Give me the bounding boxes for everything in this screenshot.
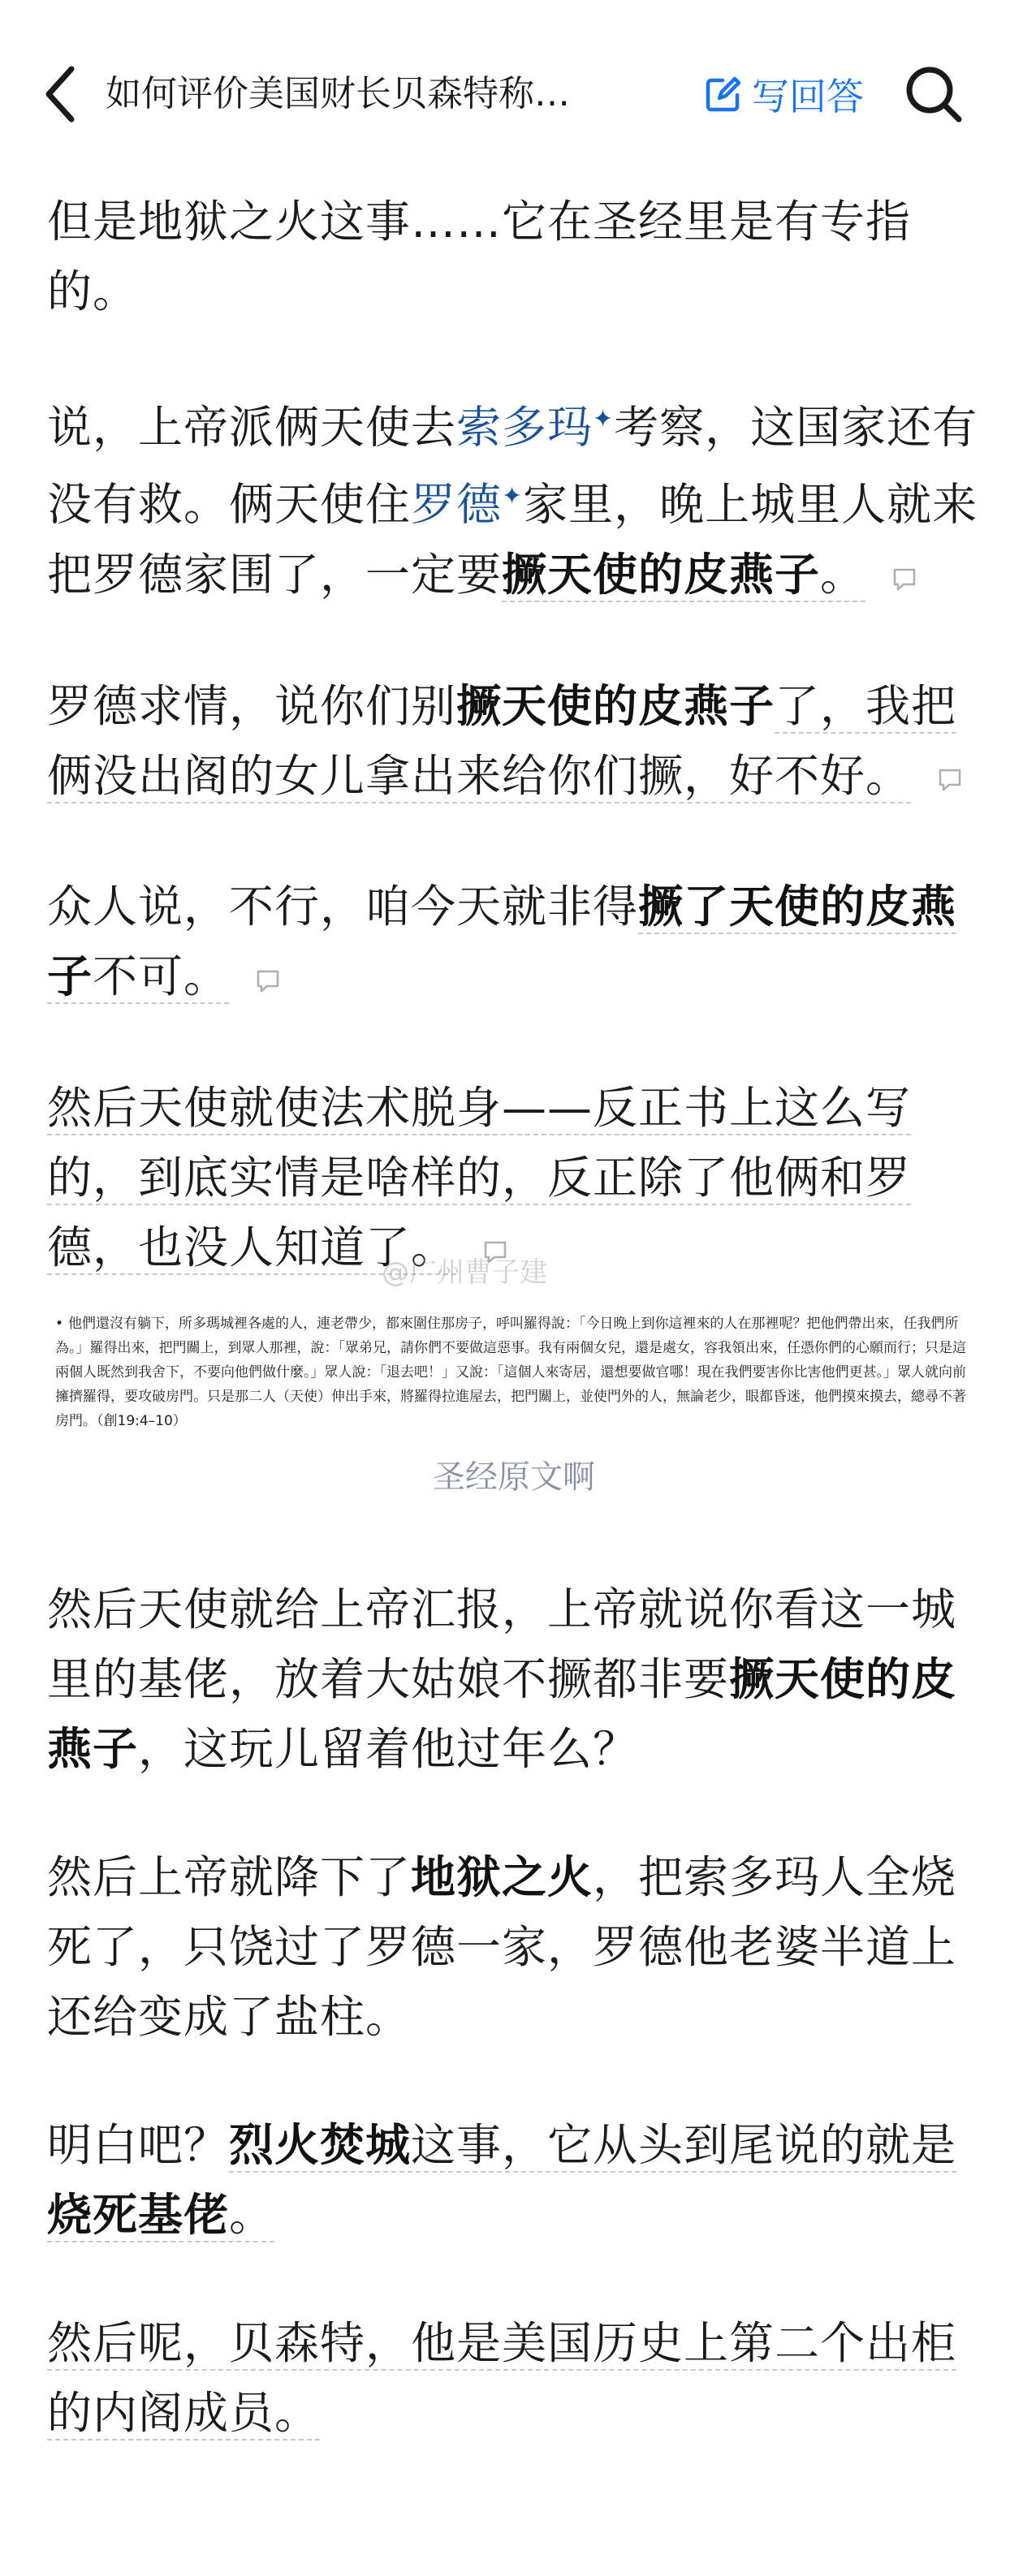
answer-content [47,187,981,2506]
watermark: @广州曹子建 [382,1256,547,1289]
bold-text: 地狱之火 [411,1851,594,1904]
paragraph-text: 然后天使就给上帝汇报，上帝就说你看这一城里的基佬，放着大姑娘不撅都非要 [47,1583,957,1706]
scripture-text: 他們還沒有躺下，所多瑪城裡各處的人，連老帶少，都來圍住那房子，呼叫羅得說：「今日晚上到你這裡來的人在那裡呢？把他們帶出來，任我們所為。」羅得出來，把門關上，到眾人那裡，說：「眾弟兄，請你們不要做這惡事。我有兩個女兒，還是處女，容我領出來，任憑你們的心願而行；只是這兩個人既然到我舍下，不要向他們做什麼。」眾人說：「退去吧！」又說：「這個人來寄居，還想要做官哪！現在我們要害你比害他們更甚。」眾人就向前擁擠羅得，要攻破房門。只是那二人（天使）伸出手來，將羅得拉進屋去，把門關上，並使門外的人，無論老少，眼都昏迷，他們摸來摸去，總尋不著房門。（創19:4–10） [55,1316,966,1430]
sodom-link[interactable]: 索多玛 [456,401,594,454]
paragraph-text: ，这玩儿留着他过年么？ [138,1723,639,1776]
edit-icon [705,75,742,113]
spark-icon: ✦ [502,482,524,511]
paragraph-text: 说，上帝派俩天使去 [47,401,457,454]
paragraph-text: 考察，这国家还有没有救。俩天使住 [47,401,978,531]
scripture-image[interactable] [47,1312,981,1433]
paragraph-text: 然后天使就使法术脱身——反正书上这么写的，到底实情是啥样的，反正除了他俩和罗德，也没人知道了。 [47,1082,912,1274]
paragraph-text: 然后上帝就降下了 [47,1851,412,1904]
paragraph-text: 众人说，不行，咱今天就非得 [47,881,639,933]
paragraph-text: 不可。 [93,950,230,1003]
paragraph-6 [47,1574,981,1784]
bold-text: 撅天使的皮燕子 [456,679,775,732]
paragraph-text: 了，我把俩没出阁的女儿拿出来给你们撅，好不好。 [47,679,957,802]
top-navigation-bar [0,0,1023,187]
bullet-icon: • [55,1316,64,1333]
write-answer-label: 写回答 [752,75,864,118]
comment-icon[interactable] [891,543,918,613]
paragraph-1 [47,187,981,326]
chevron-left-icon [44,66,76,123]
paragraph-text: 这事，它从头到尾说的就是 [411,2119,957,2172]
paragraph-text: 明白吧？ [47,2119,230,2172]
paragraph-text: ，把索多玛人全烧死了，只饶过了罗德一家，罗德他老婆半道上还给变成了盐柱。 [47,1851,957,2044]
comment-icon[interactable] [936,743,964,813]
comment-icon[interactable] [254,945,282,1014]
paragraph-text: 但是地狱之火这事……它在圣经里是有专指的。 [47,196,912,317]
bold-text: 撅天使的皮燕子 [47,1653,957,1776]
paragraph-2 [47,385,981,613]
bold-text: 撅天使的皮燕子 [502,548,821,601]
paragraph-8 [47,2110,981,2250]
bold-text: 烧死基佬 [47,2189,230,2242]
write-answer-button[interactable] [705,65,864,123]
back-button[interactable] [36,60,84,128]
bold-text: 烈火焚城 [229,2119,412,2172]
paragraph-text: 家里，晚上城里人就来把罗德家围了，一定要 [47,478,978,601]
paragraph-text: 。 [229,2189,275,2242]
paragraph-text: 罗德求情，说你们别 [47,679,457,732]
paragraph-9 [47,2308,981,2448]
image-caption: 圣经原文啊 [433,1458,595,1497]
bold-text: 撅了天使的皮燕子 [47,881,957,1003]
spark-icon: ✦ [593,405,615,433]
paragraph-7 [47,1842,981,2052]
search-button[interactable] [900,60,968,128]
paragraph-4 [47,872,981,1014]
search-icon [904,64,964,124]
paragraph-text: 然后呢，贝森特，他是美国历史上第二个出柜的内阁成员。 [47,2317,957,2440]
paragraph-3 [47,671,981,814]
lot-link[interactable]: 罗德 [411,478,503,531]
paragraph-text: 。 [820,548,866,601]
question-title[interactable]: 如何评价美国财长贝森特称… [106,73,570,114]
